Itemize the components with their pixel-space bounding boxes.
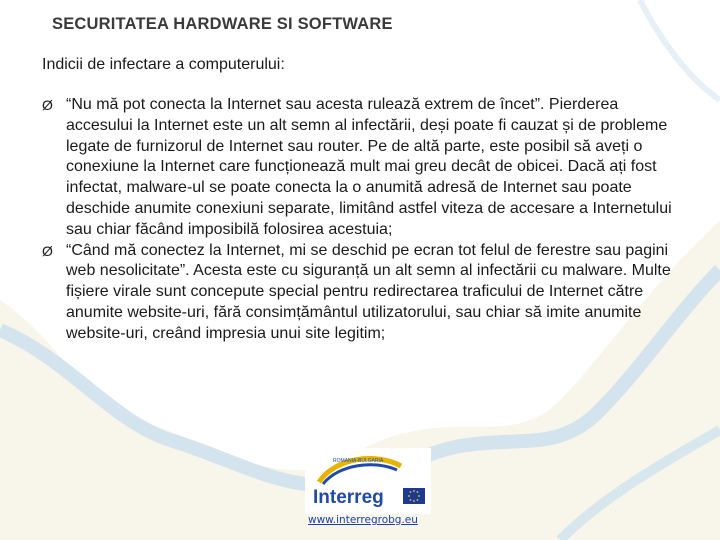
logo-small-text: ROMANIA-BULGARIA [333,458,384,464]
bullet-text: “Nu mă pot conecta la Internet sau acesta rulează extrem de încet”. Pierderea accesului la Internet este un alt semn al infectării, deși poate fi cauzat și de probleme legate de furnizorul de Internet sau router. Pe de altă parte, este posibil să aveți o conexiune la Internet care funcționează mult mai greu decât de obicei. Dacă ați fost infectat, malware-ul se poate conecta la o anumită adresă de Internet sau poate deschide anumite conexiuni separate, limitând astfel viteza de accesare a Internetului sau chiar făcând imposibilă folosirea acestuia; [66,96,672,238]
interreg-logo [305,448,431,514]
bullet-list [42,95,674,345]
slide-subtitle: Indicii de infectare a computerului: [42,56,285,73]
bullet-item [42,95,674,241]
arrow-bullet-icon: Ø [42,242,53,259]
interreg-logo-graphic [305,448,431,514]
logo-brand-text: Interreg [313,487,384,508]
bullet-text: “Când mă conectez la Internet, mi se deschid pe ecran tot felul de ferestre sau pagini web nesolicitate”. Acesta este cu siguranță un alt semn al infectării cu malware. Multe fișiere virale sunt concepute special pentru redirectarea traficului de Internet către anumite website-uri, fără consimțământul utilizatorului, sau chiar să imite anumite website-uri, creând impresia unui site legitim; [66,241,671,342]
arrow-bullet-icon: Ø [42,97,53,113]
footer-link[interactable]: www.interregrobg.eu [308,514,418,526]
bullet-item [42,241,674,345]
slide-title: SECURITATEA HARDWARE SI SOFTWARE [52,15,393,33]
